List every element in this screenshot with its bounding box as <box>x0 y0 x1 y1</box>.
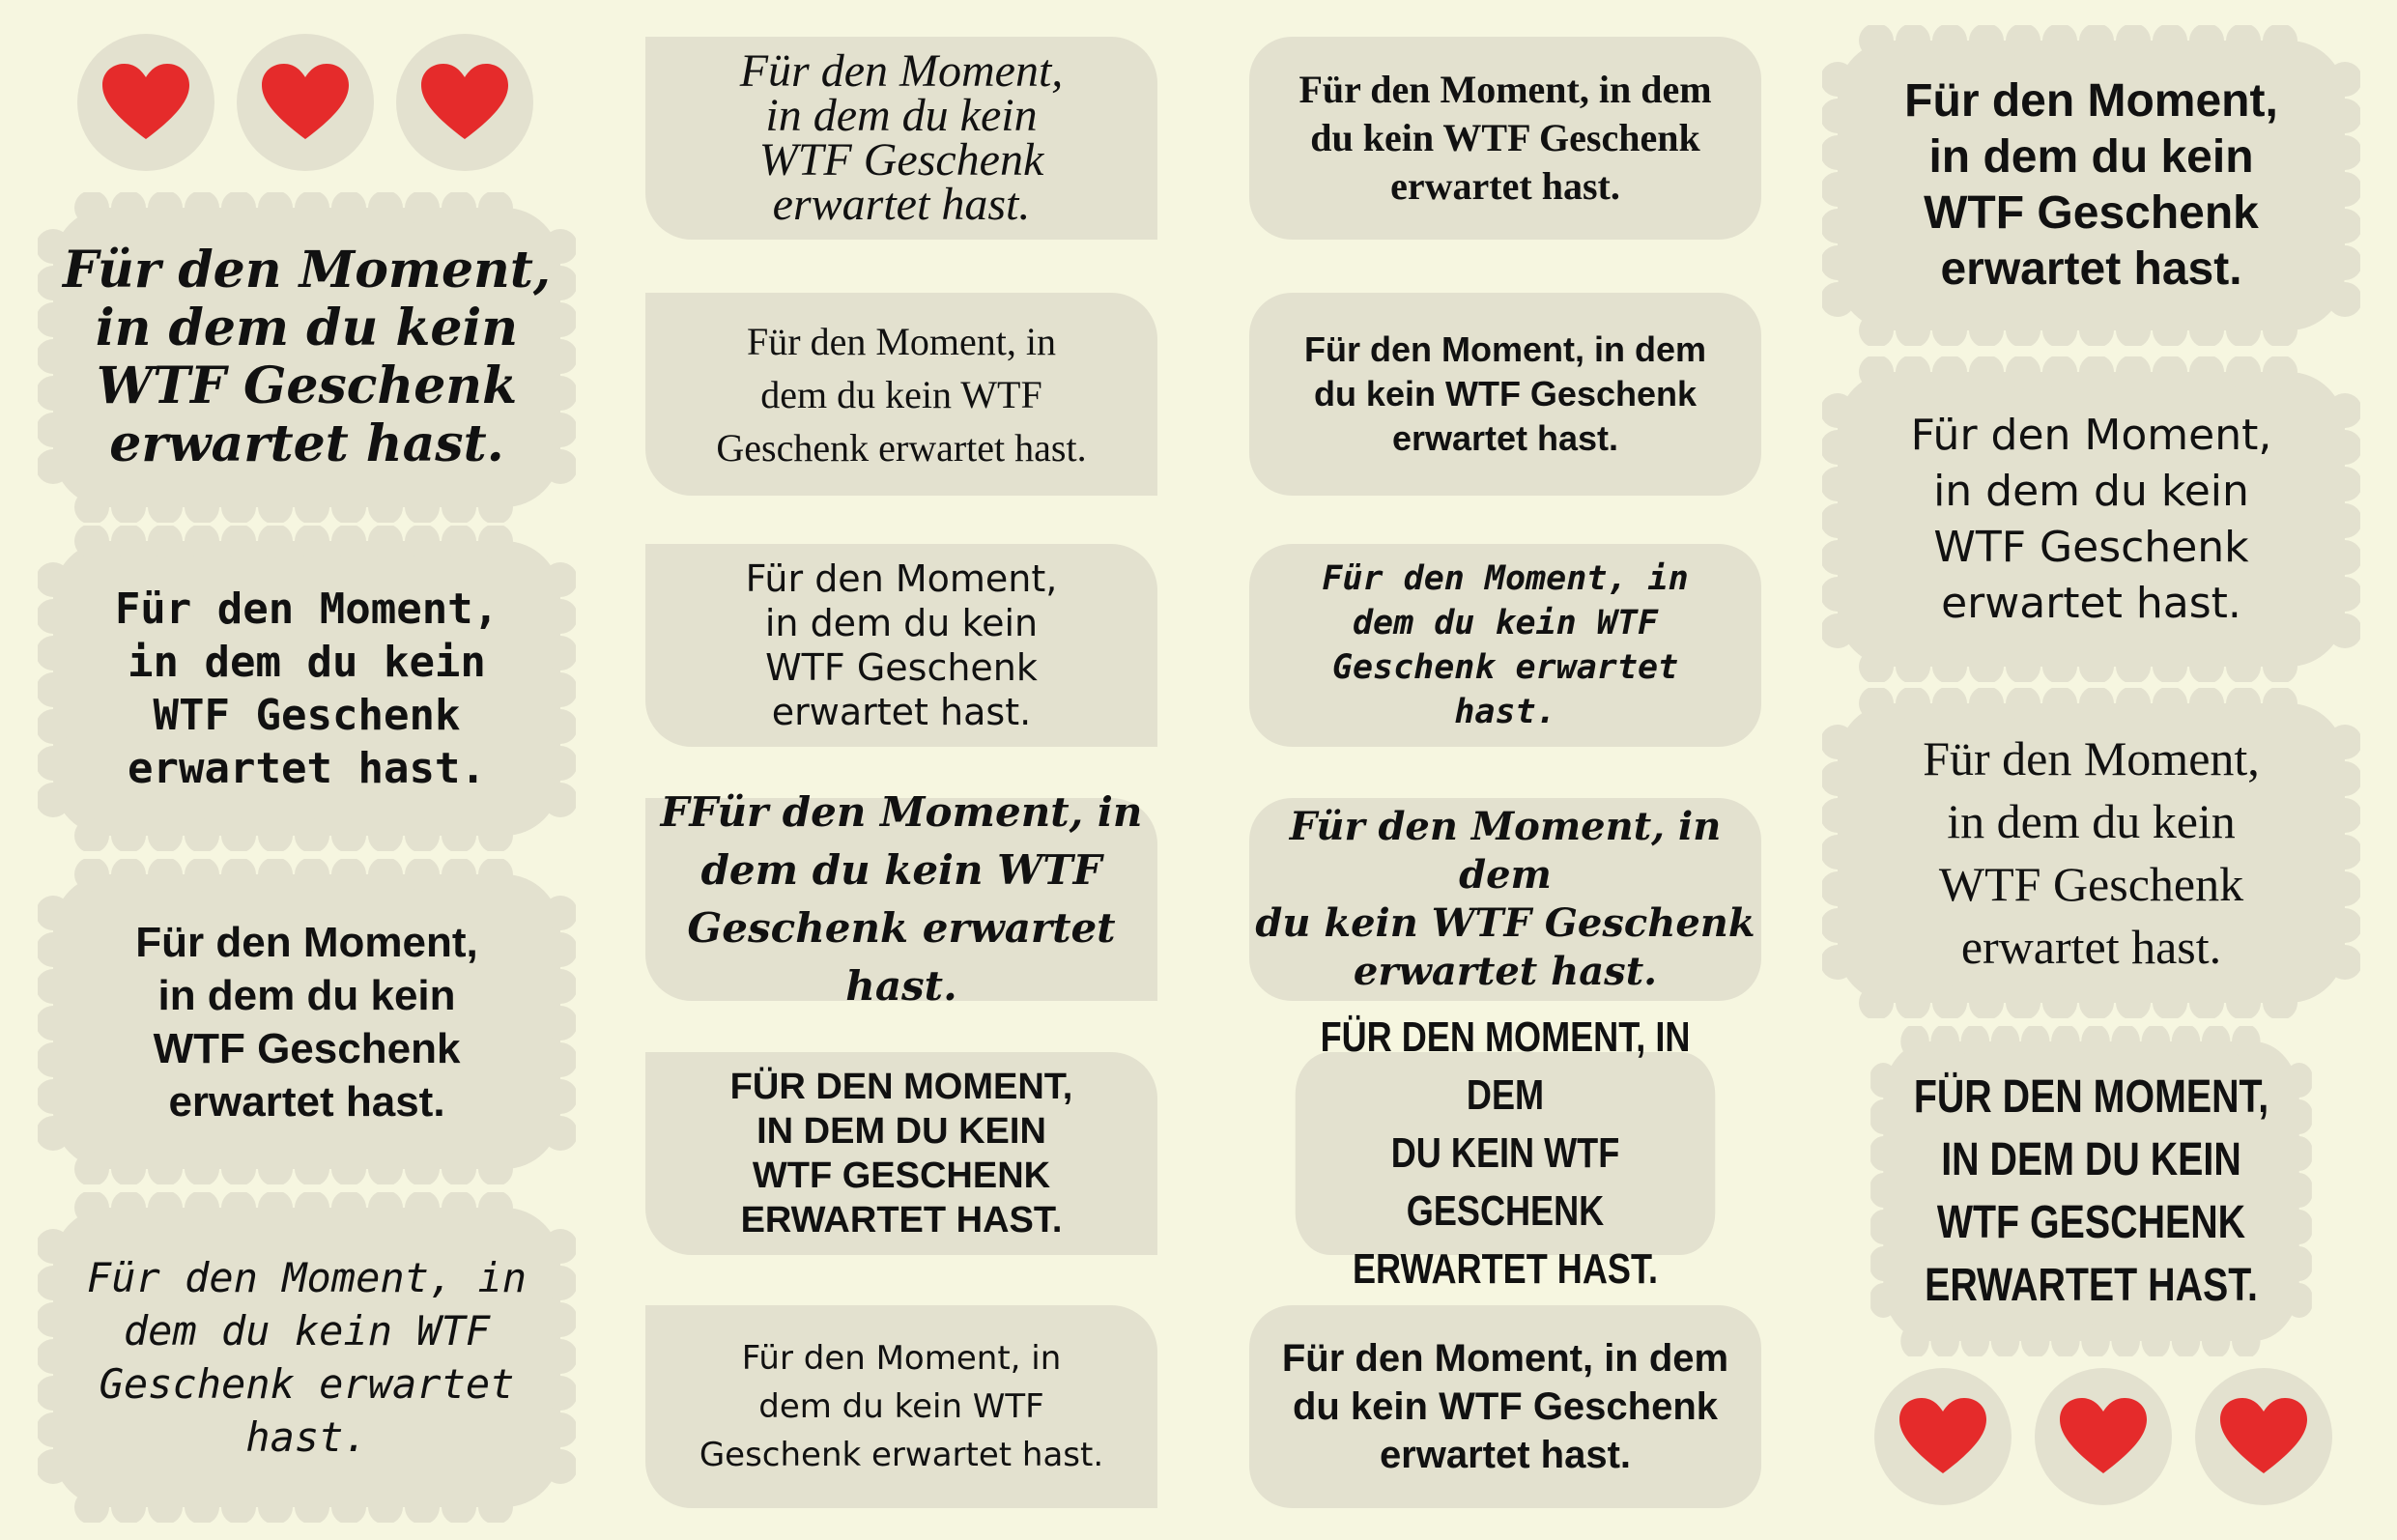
heart-icon <box>421 64 508 141</box>
sticker-hand: Für den Moment, in dem du kein WTF Geschenk erwartet hast. <box>645 1305 1157 1508</box>
heart-sticker <box>237 34 374 171</box>
sticker-script-3: Für den Moment, in dem du kein WTF Geschenk erwartet hast. <box>1249 798 1761 1001</box>
heart-icon <box>1899 1398 1986 1475</box>
sticker-fantasy: Für den Moment, in dem du kein WTF Geschenk erwartet hast. <box>1838 703 2345 1003</box>
sticker-sans-large: Für den Moment, in dem du kein WTF Geschenk erwartet hast. <box>1838 41 2345 330</box>
heart-icon <box>262 64 349 141</box>
sticker-mono-italic: Für den Moment, in dem du kein WTF Geschenk erwartet hast. <box>53 1208 560 1507</box>
heart-sticker <box>1874 1368 2012 1505</box>
heart-sticker <box>77 34 214 171</box>
heart-icon <box>2060 1398 2147 1475</box>
heart-sticker <box>2195 1368 2332 1505</box>
heart-sticker <box>396 34 533 171</box>
sticker-serif-italic: Für den Moment, in dem du kein WTF Geschenk erwartet hast. <box>645 37 1157 240</box>
heart-icon <box>102 64 189 141</box>
sticker-serif: Für den Moment, in dem du kein WTF Geschenk erwartet hast. <box>645 293 1157 496</box>
sticker-sans-wide: Für den Moment, in dem du kein WTF Geschenk erwartet hast. <box>1838 372 2345 667</box>
sticker-condensed-2: FÜR DEN MOMENT, IN DEM DU KEIN WTF GESCHENK ERWARTET HAST. <box>1883 1041 2299 1341</box>
sticker-mono: Für den Moment, in dem du kein WTF Geschenk erwartet hast. <box>53 541 560 836</box>
sticker-caps: FÜR DEN MOMENT, IN DEM DU KEIN WTF GESCHENK ERWARTET HAST. <box>645 1052 1157 1255</box>
sticker-condensed: FÜR DEN MOMENT, IN DEM DU KEIN WTF GESCHENK ERWARTET HAST. <box>1296 1052 1716 1255</box>
sticker-sans-bold-2: Für den Moment, in dem du kein WTF Geschenk erwartet hast. <box>1249 1305 1761 1508</box>
sticker-script: Für den Moment, in dem du kein WTF Geschenk erwartet hast. <box>53 208 560 507</box>
sticker-sans-bold: Für den Moment, in dem du kein WTF Geschenk erwartet hast. <box>1249 293 1761 496</box>
sticker-sans: Für den Moment, in dem du kein WTF Geschenk erwartet hast. <box>645 544 1157 747</box>
heart-icon <box>2220 1398 2307 1475</box>
sticker-grunge: Für den Moment, in dem du kein WTF Geschenk erwartet hast. <box>1249 37 1761 240</box>
sticker-typewriter: Für den Moment, in dem du kein WTF Geschenk erwartet hast. <box>1249 544 1761 747</box>
sticker-script-2: FFür den Moment, in dem du kein WTF Geschenk erwartet hast. <box>645 798 1157 1001</box>
heart-sticker <box>2035 1368 2172 1505</box>
sticker-bold: Für den Moment, in dem du kein WTF Geschenk erwartet hast. <box>53 874 560 1169</box>
